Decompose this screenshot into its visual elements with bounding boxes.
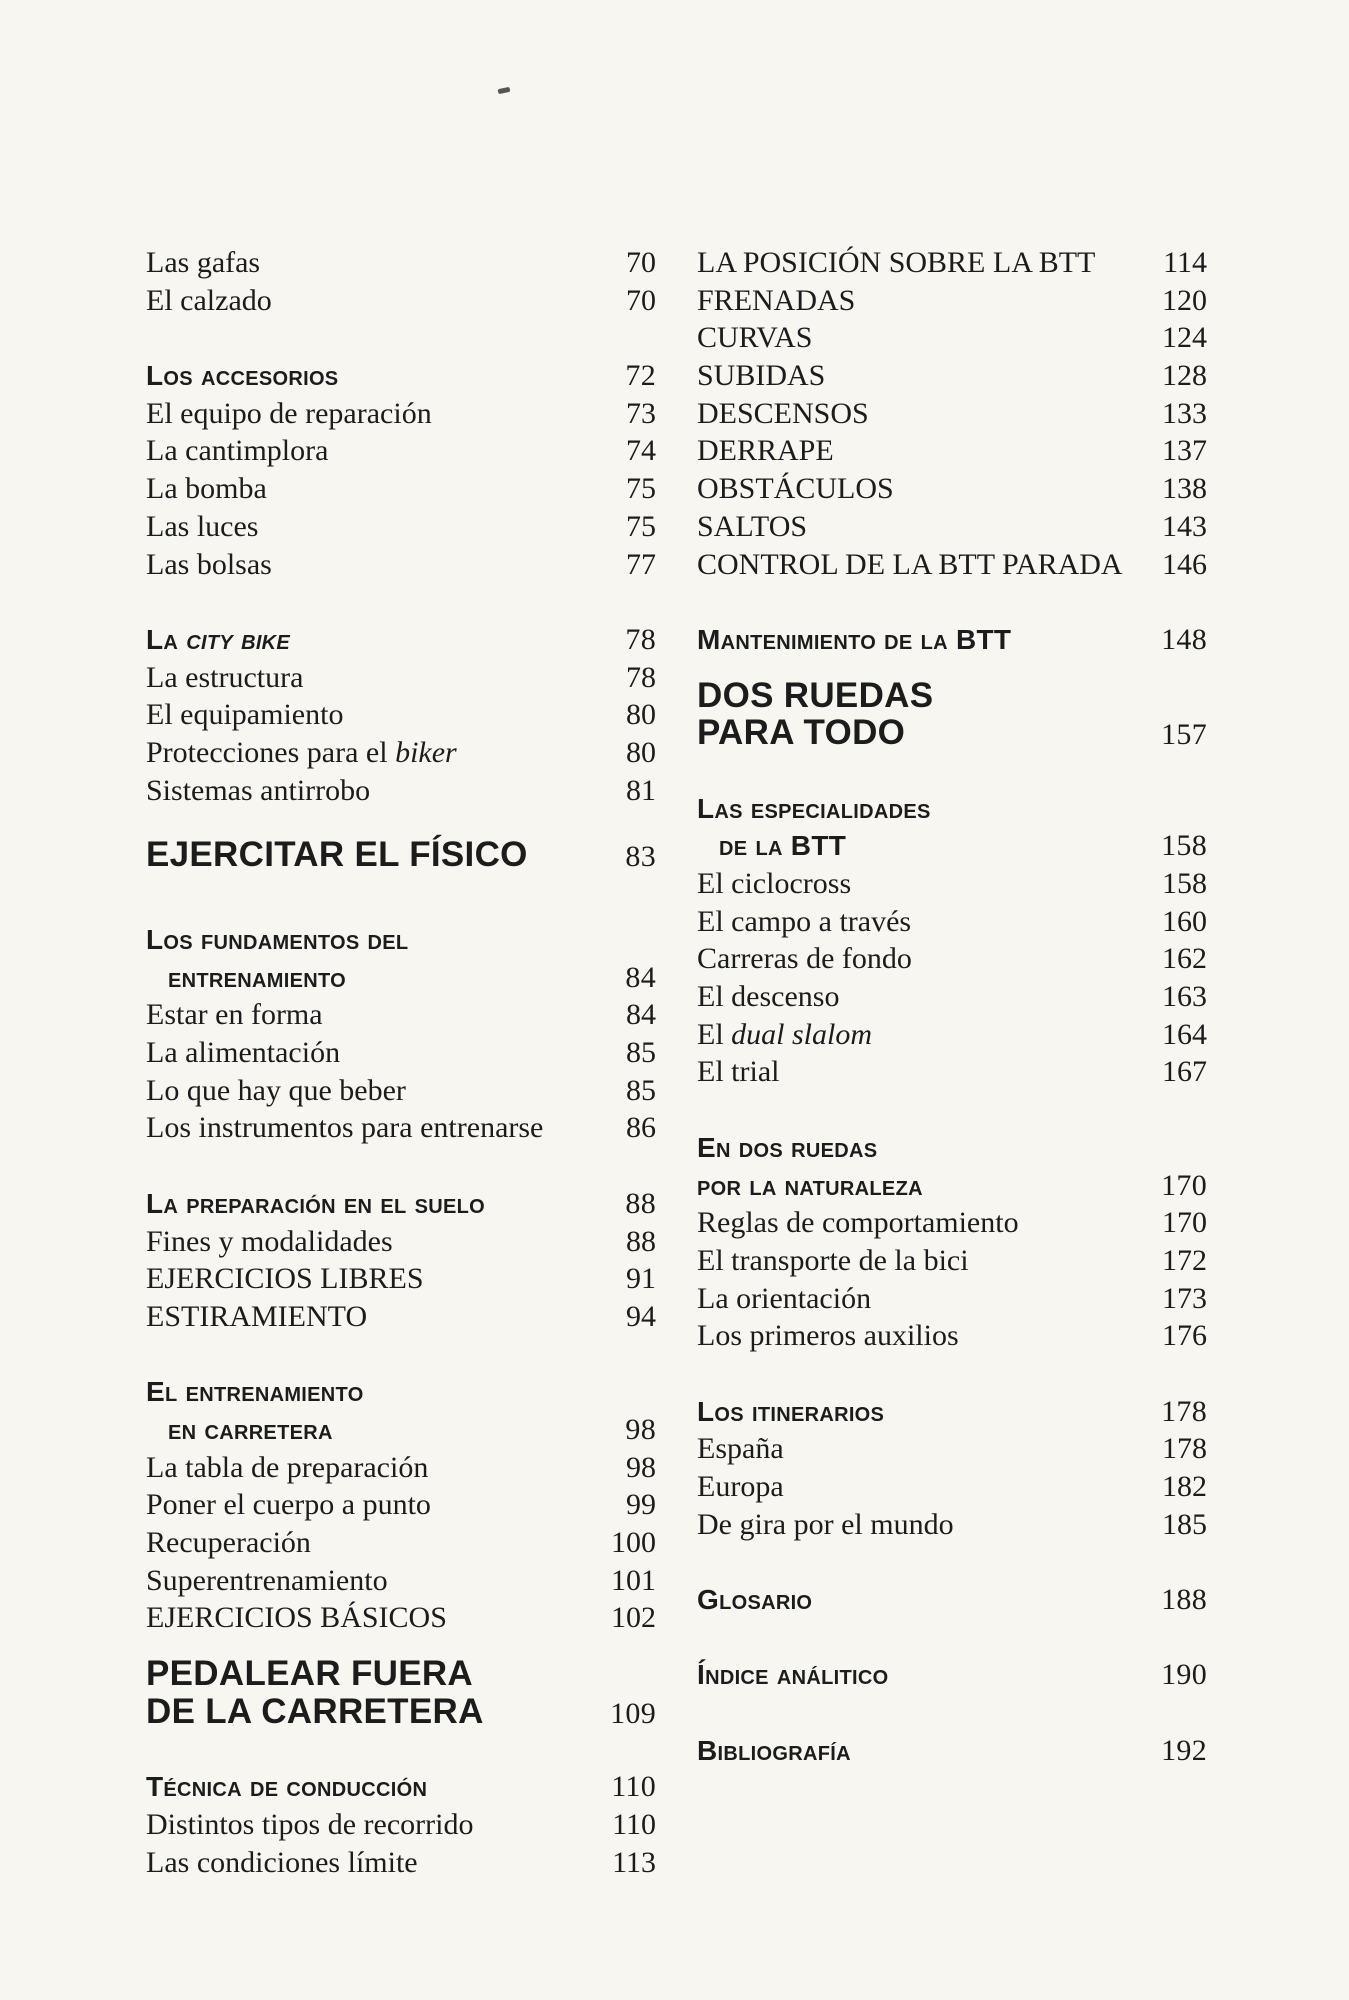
entry-page: 75 bbox=[626, 472, 656, 506]
entry-page: 170 bbox=[1161, 1168, 1207, 1202]
section-label: en carretera bbox=[168, 1413, 333, 1445]
entry-label: De gira por el mundo bbox=[697, 1507, 954, 1541]
toc-entry bbox=[697, 395, 1207, 433]
entry-page: 83 bbox=[625, 840, 656, 874]
entry-label: Los instrumentos para entrenarse bbox=[146, 1111, 544, 1145]
toc-entry bbox=[146, 1562, 656, 1600]
toc-section-heading bbox=[697, 1656, 1207, 1694]
toc-entry bbox=[146, 244, 656, 282]
toc-entry bbox=[146, 1486, 656, 1524]
entry-page: 72 bbox=[625, 359, 656, 393]
entry-label: EJERCICIOS BÁSICOS bbox=[146, 1601, 447, 1635]
entry-page: 78 bbox=[625, 622, 656, 656]
entry-page: 120 bbox=[1162, 283, 1207, 317]
entry-label: Sistemas antirrobo bbox=[146, 773, 371, 807]
entry-label: Las gafas bbox=[146, 246, 261, 279]
toc-entry bbox=[146, 1806, 656, 1844]
toc-entry bbox=[146, 508, 656, 546]
entry-page: 170 bbox=[1162, 1206, 1207, 1240]
toc-entry bbox=[697, 470, 1207, 508]
toc-section-heading bbox=[146, 1768, 656, 1806]
toc-chapter-heading-cont bbox=[146, 1693, 656, 1731]
entry-label: El equipo de reparación bbox=[146, 396, 432, 430]
section-label: entrenamiento bbox=[168, 961, 346, 993]
entry-label: Poner el cuerpo a punto bbox=[146, 1488, 431, 1522]
toc-entry bbox=[697, 319, 1207, 357]
entry-page: 85 bbox=[626, 1073, 656, 1107]
toc-entry bbox=[146, 1072, 656, 1110]
entry-page: 164 bbox=[1162, 1017, 1207, 1051]
toc-section-heading bbox=[697, 1129, 1207, 1167]
entry-page: 133 bbox=[1162, 396, 1207, 430]
entry-page: 102 bbox=[611, 1601, 656, 1635]
toc-entry bbox=[146, 1449, 656, 1487]
entry-page: 80 bbox=[626, 735, 656, 769]
entry-label: LA POSICIÓN SOBRE LA BTT bbox=[697, 246, 1096, 279]
toc-entry bbox=[146, 1260, 656, 1298]
section-label: Las especialidades bbox=[697, 792, 931, 824]
section-label: Bibliografía bbox=[697, 1734, 851, 1766]
entry-label: Las bolsas bbox=[146, 547, 272, 581]
entry-label: El trial bbox=[697, 1055, 780, 1089]
entry-label: ESTIRAMIENTO bbox=[146, 1299, 368, 1333]
entry-label: Las condiciones límite bbox=[146, 1845, 418, 1879]
toc-entry bbox=[697, 1506, 1207, 1544]
entry-page: 124 bbox=[1162, 321, 1207, 355]
entry-page: 114 bbox=[1163, 246, 1207, 279]
entry-page: 74 bbox=[626, 434, 656, 468]
toc-entry bbox=[146, 1223, 656, 1261]
toc-section-heading-cont bbox=[697, 827, 1207, 865]
toc-section-heading bbox=[146, 921, 656, 959]
toc-entry bbox=[146, 1034, 656, 1072]
toc-section-heading bbox=[697, 790, 1207, 828]
entry-label: SALTOS bbox=[697, 509, 808, 543]
entry-label: La alimentación bbox=[146, 1036, 341, 1070]
entry-label: La bomba bbox=[146, 472, 267, 506]
entry-label: El equipamiento bbox=[146, 698, 344, 732]
section-label: de la BTT bbox=[719, 830, 847, 862]
entry-page: 172 bbox=[1162, 1243, 1207, 1277]
entry-label: DERRAPE bbox=[697, 434, 834, 468]
toc-entry bbox=[697, 1317, 1207, 1355]
entry-label: La tabla de preparación bbox=[146, 1450, 429, 1484]
chapter-label: DE LA CARRETERA bbox=[146, 1691, 484, 1731]
section-label: Índice análitico bbox=[697, 1659, 889, 1691]
toc-entry bbox=[697, 1280, 1207, 1318]
entry-page: 182 bbox=[1162, 1470, 1207, 1503]
section-label: La preparación en el suelo bbox=[146, 1187, 486, 1219]
entry-label: SUBIDAS bbox=[697, 359, 826, 393]
section-label: Los accesorios bbox=[146, 360, 339, 392]
toc-chapter-heading bbox=[146, 1655, 656, 1693]
entry-page: 94 bbox=[626, 1299, 656, 1333]
section-label: Mantenimiento de la BTT bbox=[697, 623, 1012, 655]
chapter-label: PEDALEAR FUERA bbox=[146, 1654, 473, 1694]
toc-entry bbox=[146, 432, 656, 470]
toc-entry bbox=[146, 282, 656, 320]
entry-label: Distintos tipos de recorrido bbox=[146, 1807, 474, 1841]
entry-page: 137 bbox=[1162, 434, 1207, 468]
toc-chapter-heading-cont bbox=[697, 714, 1207, 752]
entry-page: 84 bbox=[625, 960, 656, 994]
entry-page: 178 bbox=[1162, 1432, 1207, 1466]
entry-label-italic: biker bbox=[395, 735, 457, 769]
toc-entry bbox=[697, 282, 1207, 320]
entry-label: El ciclocross bbox=[697, 867, 852, 900]
entry-label-prefix: Protecciones para el bbox=[146, 735, 396, 769]
section-label: Técnica de conducción bbox=[146, 1771, 428, 1803]
entry-page: 80 bbox=[626, 698, 656, 732]
entry-label: DESCENSOS bbox=[697, 396, 869, 430]
toc-entry bbox=[697, 546, 1207, 584]
entry-page: 84 bbox=[626, 998, 656, 1032]
section-label-italic: city bike bbox=[186, 623, 291, 655]
toc-section-heading-cont bbox=[146, 959, 656, 997]
entry-label: CURVAS bbox=[697, 321, 813, 355]
entry-page: 143 bbox=[1162, 509, 1207, 543]
entry-page: 167 bbox=[1162, 1055, 1207, 1089]
entry-label: La estructura bbox=[146, 660, 304, 694]
entry-label: Lo que hay que beber bbox=[146, 1073, 406, 1107]
toc-entry bbox=[146, 546, 656, 584]
entry-page: 70 bbox=[626, 246, 656, 279]
entry-label-prefix: El bbox=[697, 1017, 732, 1051]
entry-label: Reglas de comportamiento bbox=[697, 1206, 1019, 1240]
entry-label: Las luces bbox=[146, 509, 259, 543]
toc-chapter-heading bbox=[146, 827, 656, 883]
entry-label bbox=[146, 734, 626, 772]
section-label: por la naturaleza bbox=[697, 1169, 923, 1201]
entry-page: 101 bbox=[611, 1563, 656, 1597]
entry-page: 148 bbox=[1161, 622, 1207, 656]
entry-page: 128 bbox=[1162, 359, 1207, 393]
entry-page: 158 bbox=[1162, 867, 1207, 900]
entry-label: España bbox=[697, 1432, 784, 1466]
entry-page: 70 bbox=[626, 283, 656, 317]
entry-page: 81 bbox=[626, 773, 656, 807]
toc-section-heading-cont bbox=[146, 1411, 656, 1449]
ink-speck bbox=[498, 87, 511, 94]
entry-label: El campo a través bbox=[697, 904, 912, 938]
entry-page: 98 bbox=[625, 1412, 656, 1446]
entry-page: 86 bbox=[626, 1111, 656, 1145]
entry-label: Estar en forma bbox=[146, 998, 323, 1032]
entry-page: 77 bbox=[626, 547, 656, 581]
entry-page: 98 bbox=[626, 1450, 656, 1484]
toc-entry bbox=[697, 1430, 1207, 1468]
toc-entry bbox=[697, 1468, 1207, 1506]
toc-section-heading bbox=[146, 1373, 656, 1411]
toc-section-heading bbox=[146, 357, 656, 395]
toc-entry bbox=[697, 357, 1207, 395]
toc-entry bbox=[146, 395, 656, 433]
toc-entry bbox=[146, 1844, 656, 1882]
chapter-label: DOS RUEDAS bbox=[697, 675, 934, 715]
toc-section-heading-cont bbox=[697, 1167, 1207, 1205]
toc-section-heading bbox=[697, 1732, 1207, 1770]
toc-entry bbox=[146, 772, 656, 810]
toc-section-heading bbox=[146, 621, 656, 659]
entry-page: 185 bbox=[1162, 1507, 1207, 1541]
toc-entry bbox=[146, 1298, 656, 1336]
toc-entry bbox=[697, 1242, 1207, 1280]
toc-entry bbox=[146, 1524, 656, 1562]
toc-entry bbox=[697, 1053, 1207, 1091]
entry-label: EJERCICIOS LIBRES bbox=[146, 1262, 424, 1296]
entry-page: 88 bbox=[625, 1186, 656, 1220]
toc-entry bbox=[146, 696, 656, 734]
entry-label: La orientación bbox=[697, 1281, 872, 1315]
entry-label: Superentrenamiento bbox=[146, 1563, 388, 1597]
entry-label: FRENADAS bbox=[697, 283, 856, 317]
entry-label: Carreras de fondo bbox=[697, 942, 912, 976]
entry-page: 163 bbox=[1162, 980, 1207, 1014]
toc-entry bbox=[697, 1204, 1207, 1242]
toc-section-heading bbox=[146, 1185, 656, 1223]
entry-page: 109 bbox=[610, 1696, 656, 1730]
toc-entry bbox=[146, 1599, 656, 1637]
toc-entry bbox=[697, 508, 1207, 546]
toc-column-left bbox=[146, 244, 656, 1881]
entry-label: Fines y modalidades bbox=[146, 1224, 393, 1258]
entry-page: 88 bbox=[626, 1224, 656, 1258]
entry-page: 85 bbox=[626, 1036, 656, 1070]
entry-page: 99 bbox=[626, 1488, 656, 1522]
toc-entry bbox=[697, 244, 1207, 282]
entry-page: 110 bbox=[612, 1807, 656, 1841]
toc-chapter-heading bbox=[697, 677, 1207, 715]
toc-entry bbox=[697, 432, 1207, 470]
toc-section-heading bbox=[697, 1393, 1207, 1431]
entry-page: 158 bbox=[1161, 829, 1207, 863]
entry-page: 162 bbox=[1162, 942, 1207, 976]
toc-entry bbox=[146, 659, 656, 697]
toc-entry bbox=[697, 1016, 1207, 1054]
chapter-label: EJERCITAR EL FÍSICO bbox=[146, 835, 528, 875]
toc-column-right bbox=[697, 244, 1207, 1770]
chapter-label: PARA TODO bbox=[697, 713, 906, 753]
entry-page: 176 bbox=[1162, 1319, 1207, 1353]
entry-page: 113 bbox=[612, 1845, 656, 1879]
entry-page: 190 bbox=[1161, 1658, 1207, 1692]
entry-page: 178 bbox=[1161, 1394, 1207, 1428]
entry-page: 160 bbox=[1162, 904, 1207, 938]
section-label bbox=[146, 621, 625, 659]
section-label: Glosario bbox=[697, 1584, 813, 1616]
entry-label bbox=[697, 1016, 1162, 1054]
toc-entry bbox=[146, 1109, 656, 1147]
entry-label: Recuperación bbox=[146, 1526, 311, 1559]
entry-page: 100 bbox=[611, 1526, 656, 1559]
entry-label: CONTROL DE LA BTT PARADA bbox=[697, 547, 1123, 581]
entry-page: 157 bbox=[1161, 718, 1207, 752]
toc-entry bbox=[146, 470, 656, 508]
toc-entry bbox=[697, 940, 1207, 978]
toc-section-heading bbox=[697, 621, 1207, 659]
section-label-prefix: La bbox=[146, 623, 187, 655]
entry-page: 75 bbox=[626, 509, 656, 543]
entry-label: La cantimplora bbox=[146, 434, 329, 468]
entry-page: 188 bbox=[1161, 1583, 1207, 1617]
entry-page: 78 bbox=[626, 660, 656, 694]
section-label: Los fundamentos del bbox=[146, 924, 409, 955]
toc-entry bbox=[697, 903, 1207, 941]
toc-entry bbox=[146, 734, 656, 772]
entry-label: El descenso bbox=[697, 980, 840, 1014]
toc-entry bbox=[146, 996, 656, 1034]
section-label: En dos ruedas bbox=[697, 1131, 878, 1163]
entry-page: 110 bbox=[611, 1770, 656, 1804]
entry-page: 138 bbox=[1162, 472, 1207, 506]
entry-label: Los primeros auxilios bbox=[697, 1319, 959, 1353]
toc-entry bbox=[697, 865, 1207, 903]
toc-section-heading bbox=[697, 1581, 1207, 1619]
toc-entry bbox=[697, 978, 1207, 1016]
entry-page: 192 bbox=[1161, 1733, 1207, 1767]
entry-label: OBSTÁCULOS bbox=[697, 472, 894, 506]
entry-label: El calzado bbox=[146, 283, 272, 317]
entry-label: Europa bbox=[697, 1470, 784, 1503]
section-label: El entrenamiento bbox=[146, 1376, 364, 1408]
entry-page: 146 bbox=[1162, 547, 1207, 581]
entry-page: 173 bbox=[1162, 1281, 1207, 1315]
entry-label: El transporte de la bici bbox=[697, 1243, 969, 1277]
entry-page: 91 bbox=[626, 1262, 656, 1296]
section-label: Los itinerarios bbox=[697, 1395, 885, 1427]
entry-page: 73 bbox=[626, 396, 656, 430]
entry-label-italic: dual slalom bbox=[731, 1017, 873, 1051]
